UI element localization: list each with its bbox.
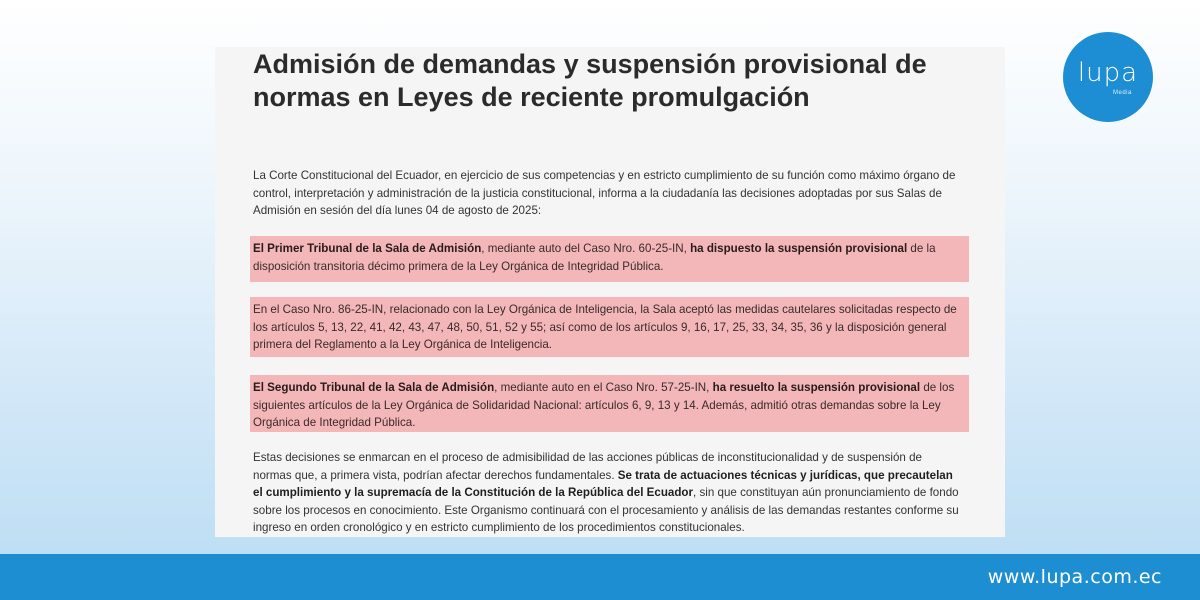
closing-paragraph bbox=[253, 449, 963, 537]
logo-wordmark: lupa bbox=[1077, 58, 1139, 88]
second-tribunal-text-end: de los siguientes artículos de la Ley Orgánica de Solidaridad Nacional: artículos 6, 9, 13 y 14. Además, admitió otras demandas sobre la Ley Orgánica de Integridad Pública. bbox=[253, 381, 955, 429]
intelligence-case-paragraph: En el Caso Nro. 86-25-IN, relacionado con la Ley Orgánica de Inteligencia, la Sala aceptó las medidas cautelares solicitadas respecto de los artículos 5, 13, 22, 41, 42, 43, 47, 48, 50, 51, 52 y 55; así como de los artículos 9, 16, 17, 25, 33, 34, 35, 36 y la disposición general primera del Reglamento a la Ley Orgánica de Inteligencia. bbox=[253, 303, 957, 351]
first-tribunal-bold: El Primer Tribunal de la Sala de Admisión bbox=[253, 242, 482, 255]
article-title: Admisión de demandas y suspensión provisional de normas en Leyes de reciente promulgación bbox=[253, 49, 927, 112]
first-tribunal-text: , mediante auto del Caso Nro. 60-25-IN, bbox=[481, 242, 691, 255]
lupa-logo bbox=[1063, 32, 1153, 122]
intro-paragraph: La Corte Constitucional del Ecuador, en ejercicio de sus competencias y en estricto cumplimiento de su función como máximo órgano de control, interpretación y administración de la justicia constitucional, informa a la ciudadanía las decisiones adoptadas por sus Salas de Admisión en sesión del día lunes 04 de agosto de 2025: bbox=[253, 169, 956, 217]
highlight-block-intelligence-case bbox=[250, 297, 969, 357]
first-tribunal-decision-bold: ha dispuesto la suspensión provisional bbox=[690, 242, 908, 255]
closing-block bbox=[253, 449, 963, 537]
footer-bar bbox=[0, 554, 1200, 600]
first-tribunal-paragraph bbox=[253, 240, 966, 275]
second-tribunal-decision-bold: ha resuelto la suspensión provisional bbox=[712, 381, 921, 394]
closing-text: Estas decisiones se enmarcan en el proceso de admisibilidad de las acciones públicas de inconstitucionalidad y de suspensión de normas que, a primera vista, podrían afectar derechos fundamentales. bbox=[253, 451, 922, 482]
closing-text-end: , sin que constituyan aún pronunciamiento de fondo sobre los procesos en conocimiento. Este Organismo continuará con el procesamiento y análisis de las demandas restantes conforme su ingreso en orden cronológico y en estricto cumplimiento de los procedimientos constitucionales. bbox=[253, 486, 959, 534]
second-tribunal-bold: El Segundo Tribunal de la Sala de Admisión bbox=[253, 381, 495, 394]
second-tribunal-paragraph bbox=[253, 379, 966, 432]
footer-url: www.lupa.com.ec bbox=[987, 566, 1162, 588]
second-tribunal-text: , mediante auto en el Caso Nro. 57-25-IN, bbox=[494, 381, 713, 394]
highlight-block-second-tribunal bbox=[250, 375, 969, 432]
logo-subtext: Media bbox=[1113, 90, 1132, 96]
highlight-block-first-tribunal bbox=[250, 236, 969, 282]
article-card bbox=[215, 47, 1005, 537]
closing-bold: Se trata de actuaciones técnicas y jurídicas, que precautelan el cumplimiento y la supremacía de la Constitución de la República del Ecuador bbox=[253, 468, 953, 499]
first-tribunal-text-end: de la disposición transitoria décimo primera de la Ley Orgánica de Integridad Pública. bbox=[253, 242, 936, 273]
